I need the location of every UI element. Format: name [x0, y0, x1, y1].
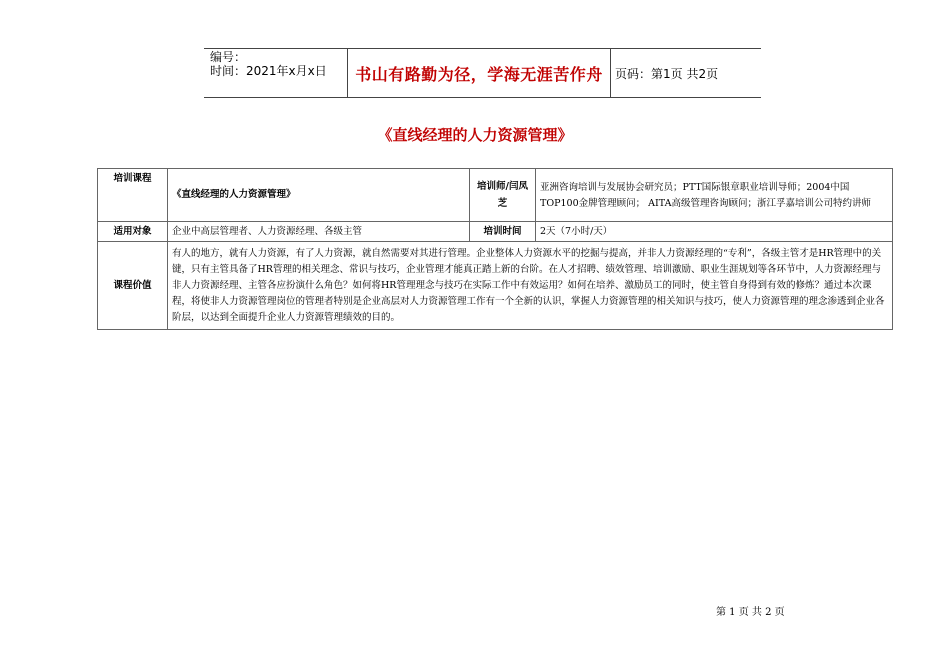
- duration-value: 2天（7小时/天）: [536, 222, 893, 242]
- trainer-label-text: 培训师/闫凤芝: [477, 181, 528, 209]
- time-label: 时间：2021年x月x日: [210, 64, 327, 78]
- duration-label: 培训时间: [470, 222, 536, 242]
- course-label: 培训课程: [98, 169, 168, 222]
- course-value: 《直线经理的人力资源管理》: [168, 169, 470, 222]
- audience-label: 适用对象: [98, 222, 168, 242]
- document-title: 《直线经理的人力资源管理》: [377, 126, 573, 144]
- number-label: 编号：: [210, 50, 247, 64]
- value-label: 课程价值: [98, 242, 168, 330]
- header-meta: [210, 50, 346, 78]
- header-page-code: 页码：第1页 共2页: [615, 66, 719, 81]
- trainer-description: 亚洲咨询培训与发展协会研究员；PTT国际银章职业培训导师；2004中国TOP100金牌管理顾问； AITA高级管理咨询顾问；浙江孚嘉培训公司特约讲师: [536, 169, 893, 222]
- header-divider: [610, 49, 611, 97]
- value-text: 有人的地方，就有人力资源，有了人力资源，就自然需要对其进行管理。企业整体人力资源水平的挖掘与提高，并非人力资源经理的“专利”，各级主管才是HR管理中的关键，只有主管具备了HR管理的相关理念、常识与技巧，企业管理才能真正踏上新的台阶。在人才招聘、绩效管理、培训激励、职业生涯规划等各环节中，人力资源经理与非人力资源经理、主管各应扮演什么角色？如何将HR管理理念与技巧在实际工作中有效运用？如何在培养、激励员工的同时，使主管自身得到有效的修炼？通过本次课程，将使非人力资源管理岗位的管理者特别是企业高层对人力资源管理工作有一个全新的认识，掌握人力资源管理的相关知识与技巧，使人力资源管理的理念渗透到企业各阶层，以达到全面提升企业人力资源管理绩效的目的。: [168, 242, 893, 330]
- page-footer: 第 1 页 共 2 页: [716, 607, 785, 618]
- table-row: [98, 242, 893, 330]
- table-row: [98, 169, 893, 222]
- header-motto: 书山有路勤为径，学海无涯苦作舟: [355, 64, 603, 84]
- audience-value: 企业中高层管理者、人力资源经理、各级主管: [168, 222, 470, 242]
- trainer-label: [470, 169, 536, 222]
- course-info-table: [97, 168, 893, 330]
- document-header: [204, 48, 761, 98]
- table-row: [98, 222, 893, 242]
